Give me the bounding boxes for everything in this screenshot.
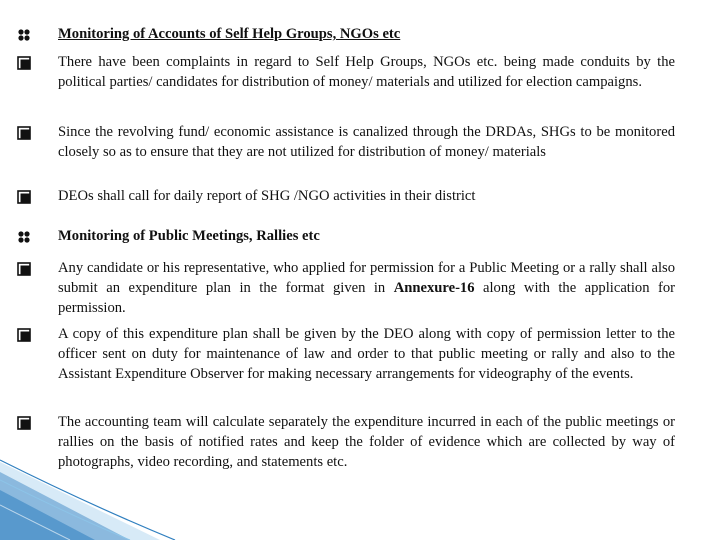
list-item	[13, 122, 675, 162]
list-item-text: DEOs shall call for daily report of SHG /NGO activities in their district	[58, 188, 476, 204]
list-item-text: A copy of this expenditure plan shall be given by the DEO along with copy of permission letter to the officer sent on duty for maintenance of law and order to that public meeting or rally and also to the Assistant Expenditure Observer for making necessary arrangements for videography of the events.	[58, 326, 675, 382]
list-item-text: Any candidate or his representative, who applied for permission for a Public Meeting or a rally shall also submit an expenditure plan in the format given in Annexure-16 along with the application for permission.	[58, 260, 675, 316]
list-item	[13, 258, 675, 318]
section-heading-accounts	[13, 24, 675, 44]
list-item-text: The accounting team will calculate separately the expenditure incurred in each of the public meetings or rallies on the basis of notified rates and keep the folder of evidence which are collected by way of photographs, video recording, and statements etc.	[58, 414, 675, 470]
section-heading-text: Monitoring of Public Meetings, Rallies etc	[58, 228, 320, 244]
square-bullet-icon	[13, 52, 35, 70]
list-item	[13, 324, 675, 384]
list-item	[13, 52, 675, 92]
section-heading-text: Monitoring of Accounts of Self Help Groups, NGOs etc	[58, 26, 401, 42]
square-bullet-icon	[13, 412, 35, 430]
annexure-reference: Annexure-16	[393, 280, 475, 296]
square-bullet-icon	[13, 122, 35, 140]
list-item-text: There have been complaints in regard to Self Help Groups, NGOs etc. being made conduits by the political parties/ candidates for distribution of money/ materials and utilized for election campaigns.	[58, 54, 675, 90]
square-bullet-icon	[13, 186, 35, 204]
diamond-bullet-icon	[13, 226, 35, 244]
corner-swoosh-decoration	[0, 450, 300, 540]
list-item-text: Since the revolving fund/ economic assistance is canalized through the DRDAs, SHGs to be monitored closely so as to ensure that they are not utilized for distribution of money/ materials	[58, 124, 675, 160]
section-heading-meetings	[13, 226, 675, 246]
list-item	[13, 186, 675, 206]
diamond-bullet-icon	[13, 24, 35, 42]
square-bullet-icon	[13, 324, 35, 342]
square-bullet-icon	[13, 258, 35, 276]
